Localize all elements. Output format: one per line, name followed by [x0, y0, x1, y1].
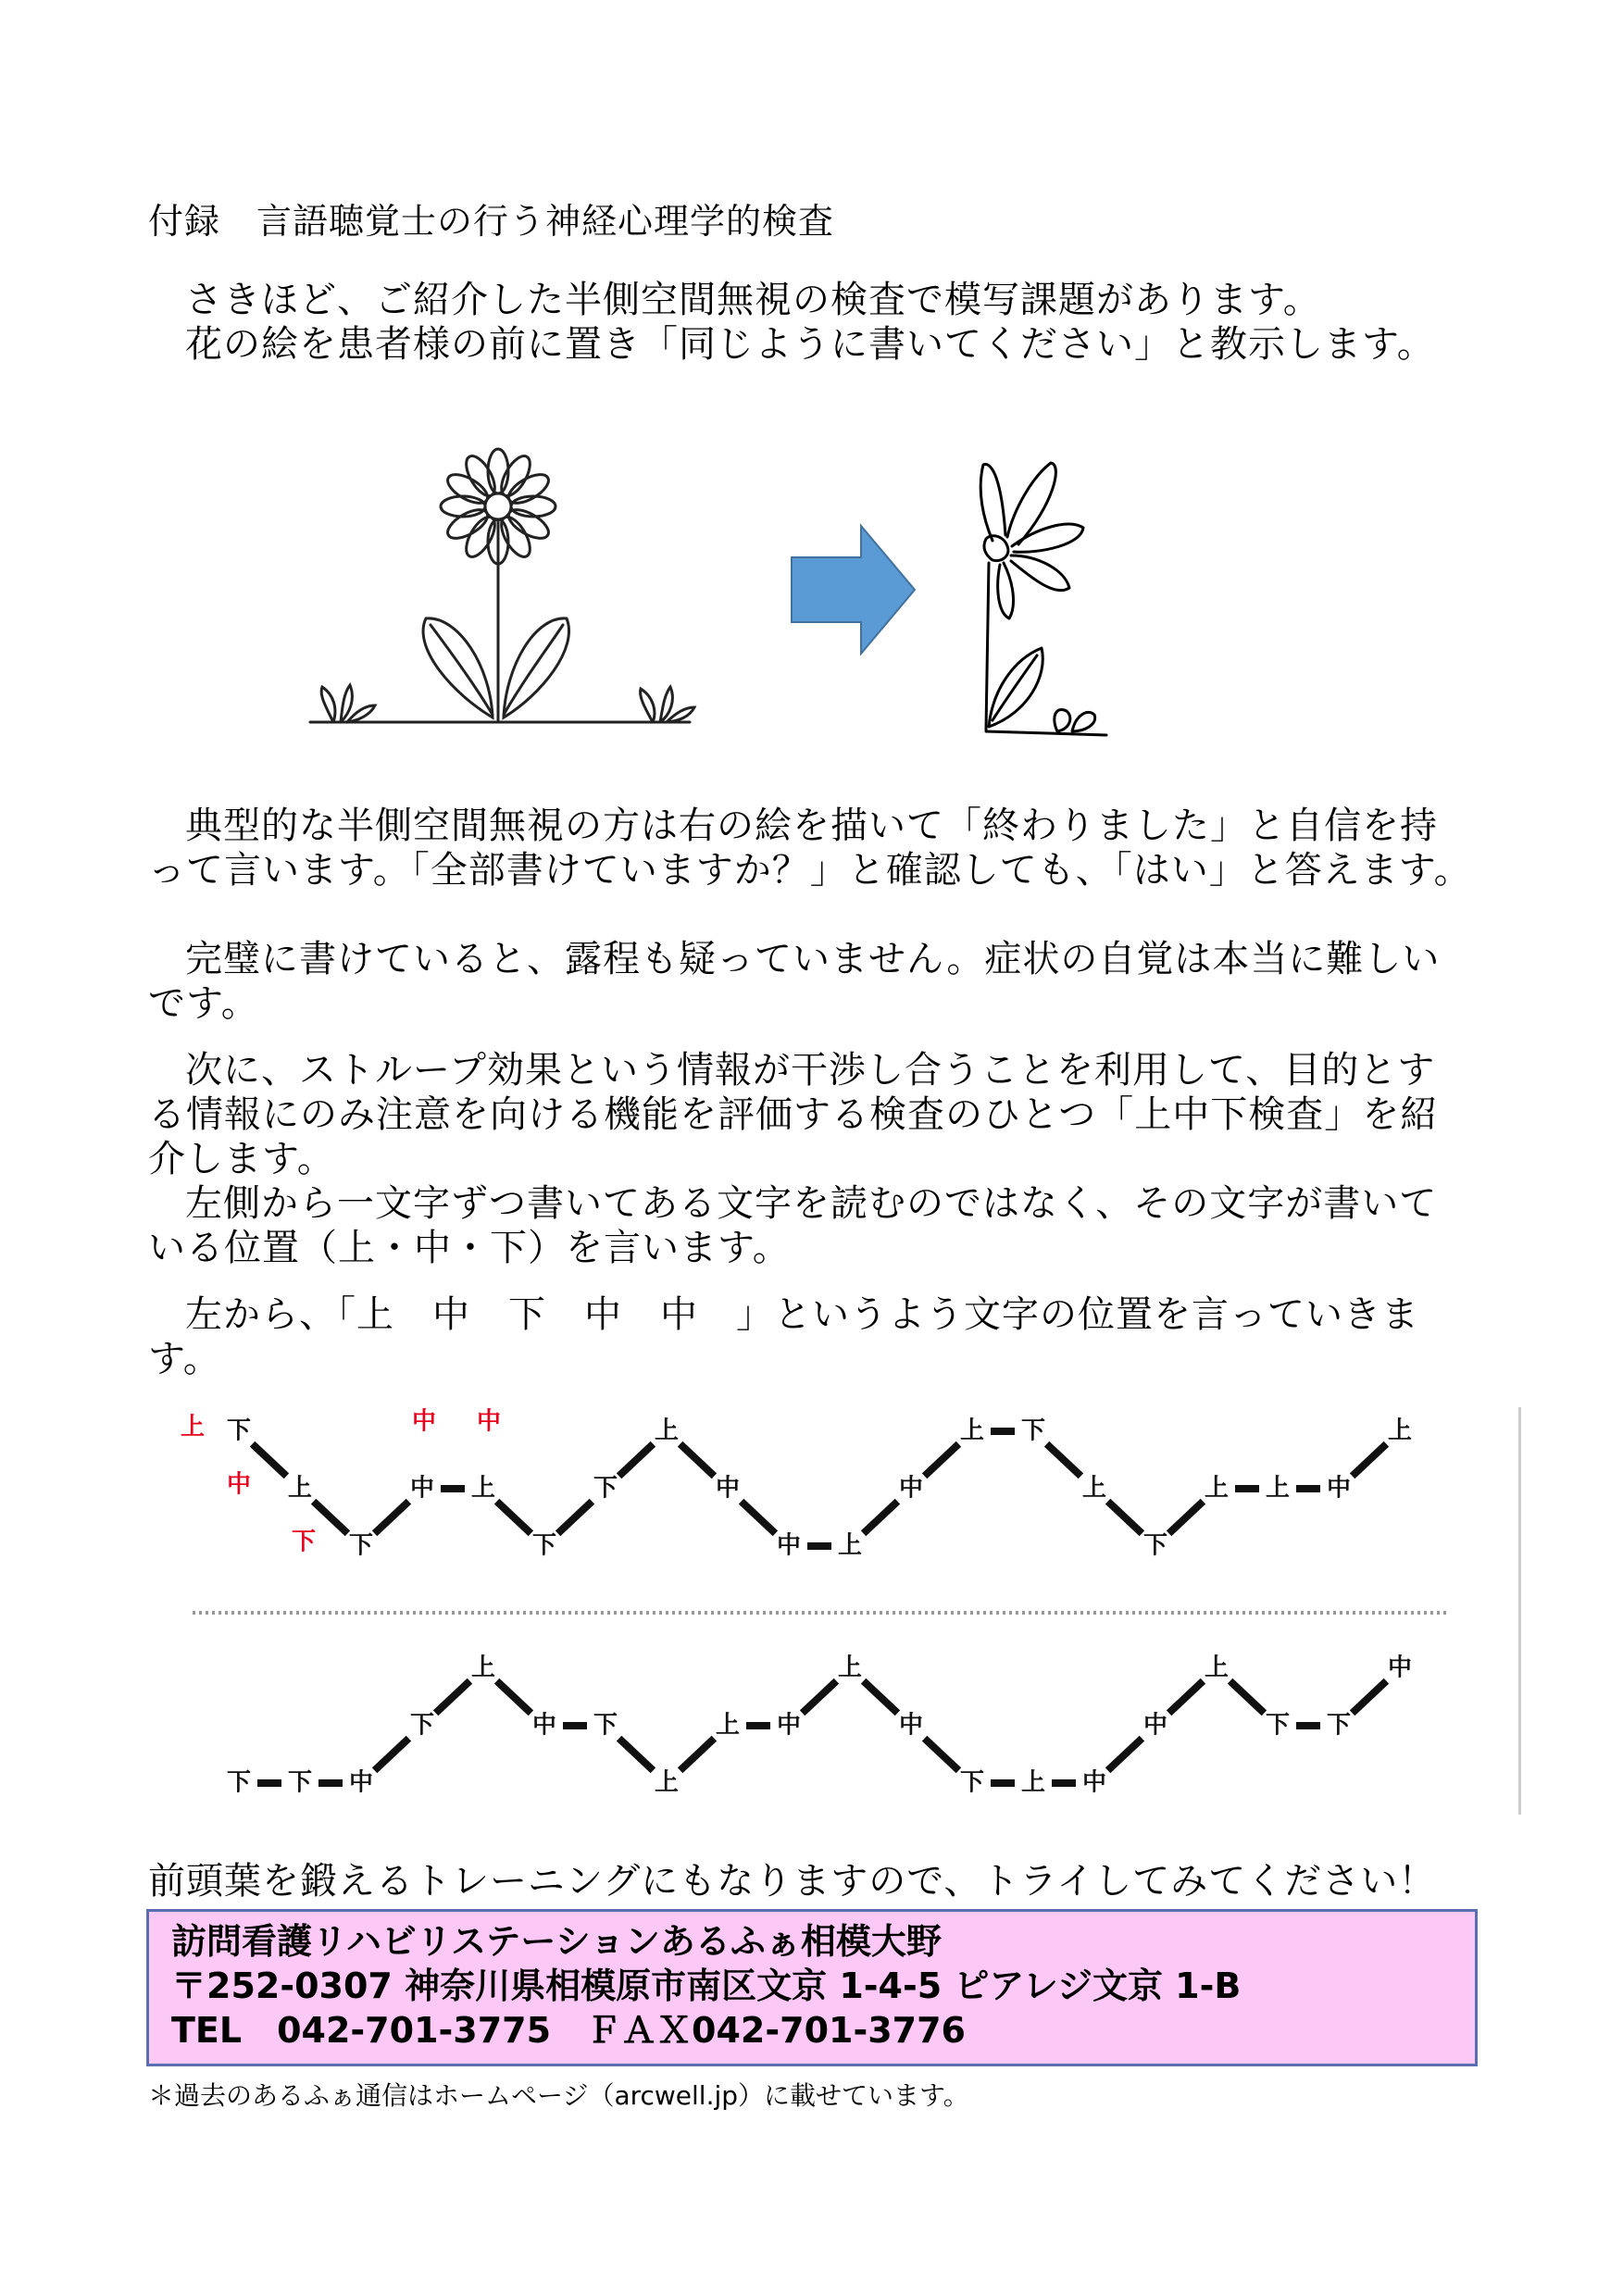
stroop-row1-char: 上 [959, 1416, 985, 1445]
contact-address: 〒252-0307 神奈川県相模原市南区文京 1-4-5 ピアレジ文京 1-B [171, 1965, 1242, 2006]
stroop-row1-char: 上 [287, 1474, 313, 1503]
stroop-row2-char: 下 [1265, 1711, 1291, 1740]
stroop-row1-char: 上 [654, 1416, 680, 1445]
neglect-paragraph-1: 典型的な半側空間無視の方は右の絵を描いて「終わりました」と自信を持って言います。「全部書けていますか？」と確認しても、「はい」と答えます。 [148, 805, 1472, 892]
stroop-row1-char: 上 [837, 1531, 863, 1560]
stroop-row2-char: 中 [348, 1768, 374, 1797]
figure-right-border [1518, 1407, 1521, 1815]
stroop-row1-char: 下 [531, 1531, 557, 1560]
contact-phone: TEL 042-701-3775 ＦＡＸ042-701-3776 [171, 2010, 966, 2051]
stroop-row2-connector [619, 1739, 654, 1771]
stroop-row2-char: 上 [1020, 1768, 1046, 1797]
stroop-row1-connector [1108, 1502, 1142, 1534]
stroop-row2-char: 下 [959, 1768, 985, 1797]
stroop-row1-char: 下 [1142, 1531, 1168, 1560]
stroop-guide-label: 下 [291, 1528, 317, 1556]
stroop-row1-connector [925, 1444, 959, 1477]
stroop-row1-connector [1169, 1502, 1204, 1534]
stroop-row2-char: 上 [837, 1653, 863, 1682]
stroop-row2-connector [803, 1681, 837, 1714]
page-heading: 付録 言語聴覚士の行う神経心理学的検査 [148, 201, 835, 242]
stroop-row1-char: 下 [1020, 1416, 1046, 1445]
stroop-row1-char: 上 [1387, 1416, 1413, 1445]
model-flower [310, 449, 694, 722]
stroop-row2-char: 中 [1081, 1768, 1107, 1797]
stroop-row1-connector [497, 1502, 531, 1534]
contact-name: 訪問看護リハビリステーションあるふぁ相模大野 [171, 1921, 942, 1962]
stroop-row2-connector [436, 1681, 470, 1714]
stroop-row1-connector [619, 1444, 654, 1477]
website-note: ＊過去のあるふぁ通信はホームページ（arcwell.jp）に載せています。 [148, 2080, 969, 2111]
stroop-row1-char: 中 [1326, 1474, 1352, 1503]
stroop-row2-char: 下 [287, 1768, 313, 1797]
stroop-row2-char: 下 [226, 1768, 252, 1797]
stroop-row2-char: 中 [531, 1711, 557, 1740]
stroop-row1-char: 上 [1265, 1474, 1291, 1503]
stroop-row1-char: 下 [226, 1416, 252, 1445]
stroop-row1-connector [314, 1502, 348, 1534]
stroop-test-figure [156, 1407, 1470, 1815]
stroop-row2-connector [1230, 1681, 1265, 1714]
stroop-red-answer: 中 [476, 1407, 502, 1436]
stroop-row1-connector [742, 1502, 776, 1534]
contact-box [146, 1909, 1478, 2066]
stroop-row1-connector [864, 1502, 898, 1534]
stroop-row2-char: 上 [1204, 1653, 1230, 1682]
stroop-row2-connector [1108, 1739, 1142, 1771]
stroop-guide-label: 中 [226, 1470, 252, 1499]
stroop-row2-connector [497, 1681, 531, 1714]
intro-line-2: 花の絵を患者様の前に置き「同じように書いてください」と教示します。 [185, 323, 1435, 366]
stroop-row1-connector [680, 1444, 715, 1477]
stroop-row2-char: 中 [776, 1711, 802, 1740]
stroop-row1-connector [1047, 1444, 1081, 1477]
stroop-intro-paragraph-3: 左から、「上 中 下 中 中 」というよう文字の位置を言っていきます。 [148, 1293, 1419, 1380]
arrow-shape [792, 526, 915, 654]
neglect-copy-flower [980, 463, 1106, 735]
stroop-row2-connector [925, 1739, 959, 1771]
stroop-row1-connector [558, 1502, 593, 1534]
stroop-row2-connector [1353, 1681, 1387, 1714]
stroop-guide-label: 上 [180, 1413, 206, 1441]
stroop-row1-char: 上 [470, 1474, 496, 1503]
stroop-row2-connector [375, 1739, 409, 1771]
stroop-row1-char: 中 [898, 1474, 924, 1503]
stroop-intro-paragraph-2: 左側から一文字ずつ書いてある文字を読むのではなく、その文字が書いている位置（上・中・下）を言います。 [148, 1182, 1438, 1269]
stroop-row1-char: 中 [776, 1531, 802, 1560]
stroop-row2-connector [680, 1739, 715, 1771]
stroop-red-answer: 中 [411, 1407, 437, 1436]
stroop-row2-char: 中 [1142, 1711, 1168, 1740]
stroop-row2-char: 上 [715, 1711, 741, 1740]
stroop-row1-char: 上 [1081, 1474, 1107, 1503]
stroop-row2-char: 中 [1387, 1653, 1413, 1682]
stroop-intro-paragraph-1: 次に、ストループ効果という情報が干渉し合うことを利用して、目的とする情報にのみ注意を向ける機能を評価する検査のひとつ「上中下検査」を紹介します。 [148, 1049, 1439, 1180]
stroop-row2-connector [864, 1681, 898, 1714]
stroop-row2-char: 上 [654, 1768, 680, 1797]
neglect-paragraph-2: 完璧に書けていると、露程も疑っていません。症状の自覚は本当に難しいです。 [148, 938, 1441, 1025]
intro-line-1: さきほど、ご紹介した半側空間無視の検査で模写課題があります。 [185, 279, 1321, 321]
stroop-row2-char: 上 [470, 1653, 496, 1682]
stroop-row1-char: 下 [593, 1474, 618, 1503]
stroop-row2-char: 下 [593, 1711, 618, 1740]
stroop-row1-char: 中 [715, 1474, 741, 1503]
training-encouragement: 前頭葉を鍛えるトレーニングにもなりますので、トライしてみてください！ [148, 1860, 1437, 1903]
stroop-row2-char: 下 [1326, 1711, 1352, 1740]
stroop-row2-connector [1169, 1681, 1204, 1714]
stroop-row2-char: 下 [409, 1711, 435, 1740]
stroop-row1-char: 下 [348, 1531, 374, 1560]
stroop-row1-char: 中 [409, 1474, 435, 1503]
stroop-row1-char: 上 [1204, 1474, 1230, 1503]
flower-copy-illustration [296, 417, 1315, 759]
stroop-row2-char: 中 [898, 1711, 924, 1740]
stroop-row1-connector [375, 1502, 409, 1534]
stroop-row1-connector [1353, 1444, 1387, 1477]
stroop-row1-connector [253, 1444, 287, 1477]
